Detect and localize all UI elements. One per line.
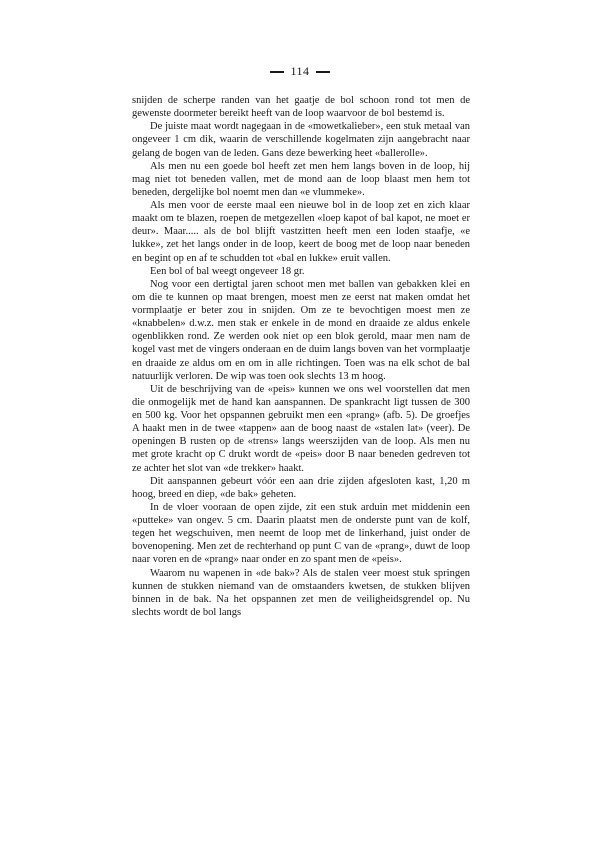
paragraph: Dit aanspannen gebeurt vóór een aan drie zijden afgesloten kast, 1,20 m hoog, breed en diep, «de bak» geheten. bbox=[132, 475, 470, 500]
paragraph: Als men voor de eerste maal een nieuwe bol in de loop zet en zich klaar maakt om te blazen, roepen de metgezellen «loep kapot of bal kapot, ne moet er deur». Maar..... als de bol blijft vastzitten heeft men een loden staafje, «e lukke», zet het langs onder in de loop, keert de boog met de loop naar beneden en begint op en af te schudden tot «bal en lukke» eruit vallen. bbox=[132, 200, 470, 264]
body-text bbox=[132, 94, 470, 619]
paragraph: De juiste maat wordt nagegaan in de «mowetkalieber», een stuk metaal van ongeveer 1 cm dik, waarin de verschillende kogelmaten zijn aangebracht naar gelang de bogen van de leden. Gans deze bewerking heet «ballerolle». bbox=[132, 121, 470, 159]
paragraph: Nog voor een dertigtal jaren schoot men met ballen van gebakken klei en om die te kunnen op maat brengen, moest men ze eerst nat maken omdat het vormplaatje er beter zou in snijden. Om ze te bevochtigen moest men ze «knabbelen» d.w.z. men stak er enkele in de mond en draaide ze aldus enkele ogenblikken rond. Ze werden ook niet op een blok gerold, maar men nam de kogel vast met de vingers onderaan en de duim langs boven van het vormplaatje en draaide ze aldus om en om in alle richtingen. Toen was na elk schot de bal natuurlijk verloren. De wip was toen ook slechts 13 m hoog. bbox=[132, 278, 470, 382]
page-header bbox=[0, 64, 600, 79]
paragraph: Een bol of bal weegt ongeveer 18 gr. bbox=[150, 265, 305, 277]
paragraph: Als men nu een goede bol heeft zet men hem langs boven in de loop, hij mag niet tot beneden vallen, met de mond aan de loop blaast men hem tot beneden, dergelijke bol noemt men dan «e vlummeke». bbox=[132, 160, 470, 198]
paragraph: In de vloer vooraan de open zijde, zit een stuk arduin met middenin een «putteke» van ongev. 5 cm. Daarin plaatst men de onderste punt van de kolf, tegen het wegschuiven, men neemt de loop met de linkerhand, juist onder de bovenopening. Men zet de rechterhand op punt C van de «prang», duwt de loop naar voren en de «prang» naar onder en zo spant men de «peis». bbox=[132, 501, 470, 566]
page-number: 114 bbox=[290, 64, 310, 78]
paragraph: Waarom nu wapenen in «de bak»? Als de stalen veer moest stuk springen kunnen de stukken niemand van de omstaanders kwetsen, de stukken blijven binnen in de bak. Na het opspannen zet men de veiligheidsgrendel op. Nu slechts wordt de bol langs bbox=[132, 567, 470, 618]
paragraph: Uit de beschrijving van de «peis» kunnen we ons wel voorstellen dat men die onmogelijk met de hand kan aanspannen. De spankracht ligt tussen de 300 en 500 kg. Voor het opspannen gebruikt men een «prang» (afb. 5). De groefjes A haakt men in de twee «tappen» aan de boog naast de «stalen lat» (veer). De openingen B rusten op de «trens» langs weerszijden van de loop. Als men nu met grote kracht op C drukt wordt de «peis» door B naar beneden gedreven tot ze achter het slot van «de trekker» haakt. bbox=[132, 383, 470, 474]
header-dash-right bbox=[316, 71, 330, 73]
paragraph: snijden de scherpe randen van het gaatje de bol schoon rond tot men de gewenste doormeter bereikt heeft van de loop waarvoor de bol bestemd is. bbox=[132, 95, 470, 120]
header-dash-left bbox=[270, 71, 284, 73]
